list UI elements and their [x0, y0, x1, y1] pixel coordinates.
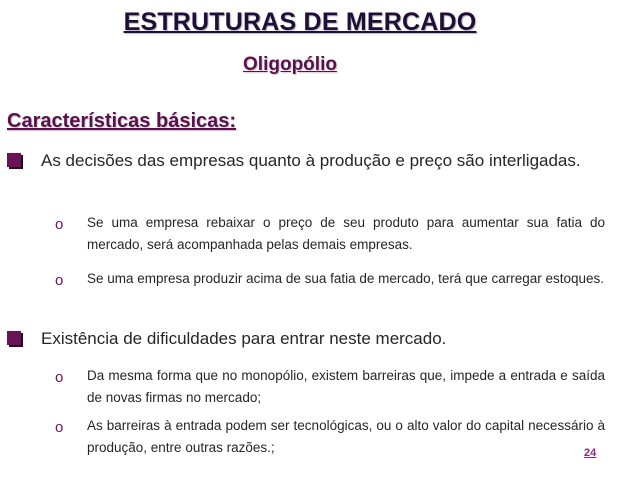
sub-bullet-text: Da mesma forma que no monopólio, existem barreiras que, impede a entrada e saída de novas firmas no mercado; — [87, 368, 605, 405]
bullet-text: As decisões das empresas quanto à produção e preço são interligadas. — [41, 151, 581, 170]
sub-bullet-item — [55, 268, 605, 290]
bullet-item — [7, 326, 605, 352]
circle-bullet-icon: o — [55, 419, 64, 436]
square-bullet-icon — [7, 153, 21, 167]
sub-bullet-text: As barreiras à entrada podem ser tecnológicas, ou o alto valor do capital necessário à produção, entre outras razões.; — [87, 418, 605, 455]
slide-subtitle: Oligopólio — [243, 54, 337, 75]
circle-bullet-icon: o — [55, 369, 64, 386]
sub-bullet-item — [55, 415, 605, 459]
slide-title: ESTRUTURAS DE MERCADO — [123, 8, 477, 36]
sub-bullet-text: Se uma empresa produzir acima de sua fatia de mercado, terá que carregar estoques. — [87, 271, 605, 286]
section-heading: Características básicas: — [7, 110, 237, 132]
sub-bullet-item — [55, 212, 605, 256]
square-bullet-icon — [7, 331, 21, 345]
sub-bullet-item — [55, 365, 605, 409]
circle-bullet-icon: o — [55, 272, 64, 289]
bullet-item — [7, 148, 605, 174]
page-number: 24 — [584, 447, 597, 459]
bullet-text: Existência de dificuldades para entrar neste mercado. — [41, 329, 447, 348]
circle-bullet-icon: o — [55, 216, 64, 233]
sub-bullet-text: Se uma empresa rebaixar o preço de seu produto para aumentar sua fatia do mercado, será acompanhada pelas demais empresas. — [87, 215, 605, 252]
